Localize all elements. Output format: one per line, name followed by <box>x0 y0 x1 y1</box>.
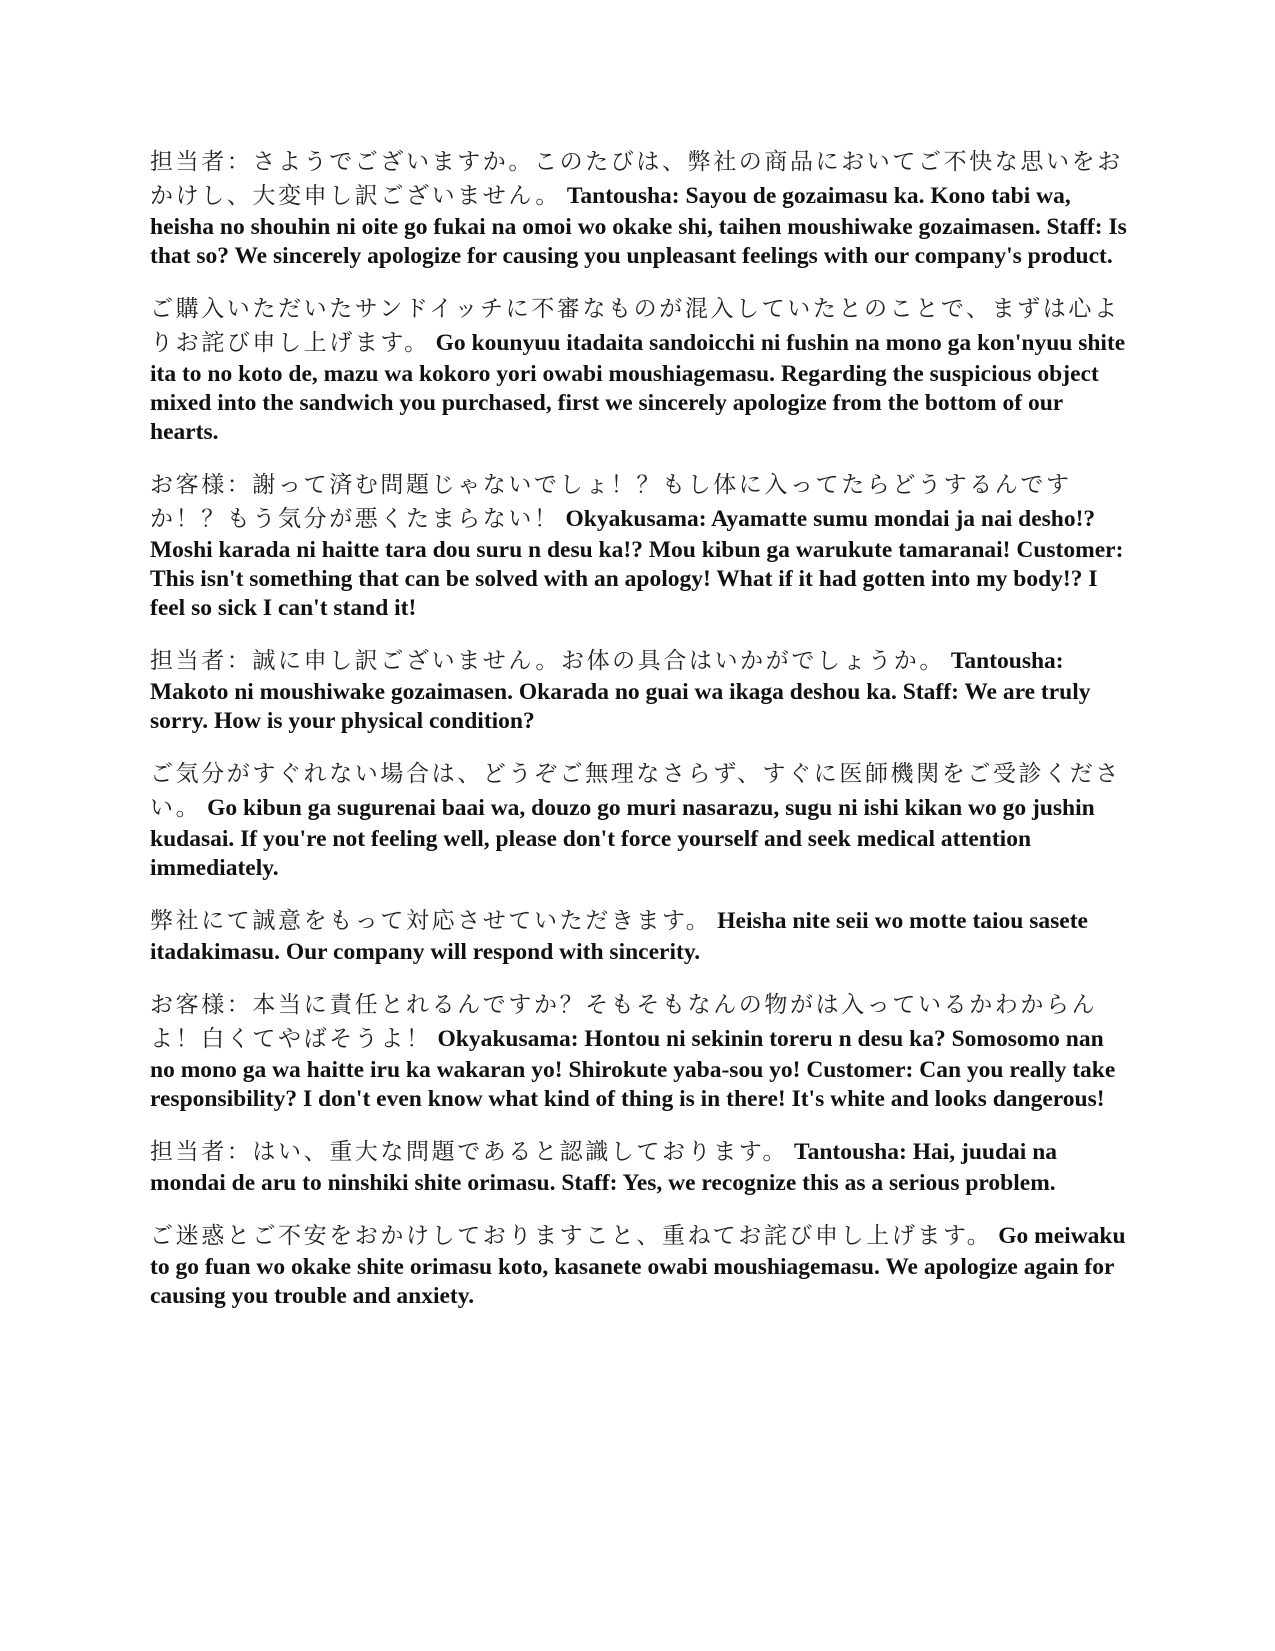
dialogue-paragraph-9 <box>150 1219 1130 1311</box>
dialogue-paragraph-8 <box>150 1135 1130 1198</box>
romaji-translation-text: Tantousha: Makoto ni moushiwake gozaimasen. Okarada no guai wa ikaga deshou ka. Staff: We are truly sorry. How is your physical condition? <box>150 648 1091 734</box>
romaji-translation-text: Okyakusama: Hontou ni sekinin toreru n desu ka? Somosomo nan no mono ga wa haitte iru ka wakaran yo! Shirokute yaba-sou yo! Customer: Can you really take responsibility? I don't even know what kind of thing is in there! It's white and looks dangerous! <box>150 1026 1116 1112</box>
japanese-text: 担当者：さようでございますか。このたびは、弊社の商品においてご不快な思いをおかけし、大変申し訳ございません。 <box>150 149 1123 209</box>
romaji-translation-text: Heisha nite seii wo motte taiou sasete itadakimasu. Our company will respond with sincerity. <box>150 908 1088 965</box>
romaji-translation-text: Tantousha: Hai, juudai na mondai de aru to ninshiki shite orimasu. Staff: Yes, we recognize this as a serious problem. <box>150 1139 1058 1196</box>
romaji-translation-text: Go kounyuu itadaita sandoicchi ni fushin na mono ga kon'nyuu shite ita to no koto de, mazu wa kokoro yori owabi moushiagemasu. Regarding the suspicious object mixed into the sandwich you purchased, first we sincerely apologize from the bottom of our hearts. <box>150 330 1126 445</box>
romaji-translation-text: Go kibun ga sugurenai baai wa, douzo go muri nasarazu, sugu ni ishi kikan wo go jushin kudasai. If you're not feeling well, please don't force yourself and seek medical attention immediately. <box>150 795 1095 881</box>
document-page <box>150 145 1130 1332</box>
romaji-translation-text: Tantousha: Sayou de gozaimasu ka. Kono tabi wa, heisha no shouhin ni oite go fukai na omoi wo okake shi, taihen moushiwake gozaimasen. Staff: Is that so? We sincerely apologize for causing you unpleasant feelings with our company's product. <box>150 183 1127 269</box>
dialogue-paragraph-1 <box>150 145 1130 271</box>
japanese-text: ご気分がすぐれない場合は、どうぞご無理なさらず、すぐに医師機関をご受診ください。 <box>150 761 1121 821</box>
japanese-text: 担当者：はい、重大な問題であると認識しております。 <box>150 1139 789 1165</box>
japanese-text: 弊社にて誠意をもって対応させていただきます。 <box>150 908 712 934</box>
romaji-translation-text: Okyakusama: Ayamatte sumu mondai ja nai desho!? Moshi karada ni haitte tara dou suru n desu ka!? Mou kibun ga warukute tamaranai! Customer: This isn't something that can be solved with an apology! What if it had gotten into my body!? I feel so sick I can't stand it! <box>150 506 1124 621</box>
japanese-text: お客様：本当に責任とれるんですか？そもそもなんの物がは入っているかわからんよ！白くてやばそうよ！ <box>150 992 1098 1052</box>
dialogue-paragraph-2 <box>150 292 1130 447</box>
dialogue-paragraph-6 <box>150 904 1130 967</box>
japanese-text: ご購入いただいたサンドイッチに不審なものが混入していたとのことで、まずは心よりお詫び申し上げます。 <box>150 296 1120 356</box>
japanese-text: 担当者：誠に申し訳ございません。お体の具合はいかがでしょうか。 <box>150 648 945 674</box>
dialogue-paragraph-4 <box>150 644 1130 736</box>
japanese-text: ご迷惑とご不安をおかけしておりますこと、重ねてお詫び申し上げます。 <box>150 1223 993 1249</box>
japanese-text: お客様：謝って済む問題じゃないでしょ！？もし体に入ってたらどうするんですか！？もう気分が悪くたまらない！ <box>150 472 1072 532</box>
dialogue-paragraph-7 <box>150 988 1130 1114</box>
romaji-translation-text: Go meiwaku to go fuan wo okake shite orimasu koto, kasanete owabi moushiagemasu. We apologize again for causing you trouble and anxiety. <box>150 1223 1126 1309</box>
dialogue-paragraph-3 <box>150 468 1130 623</box>
dialogue-paragraph-5 <box>150 757 1130 883</box>
